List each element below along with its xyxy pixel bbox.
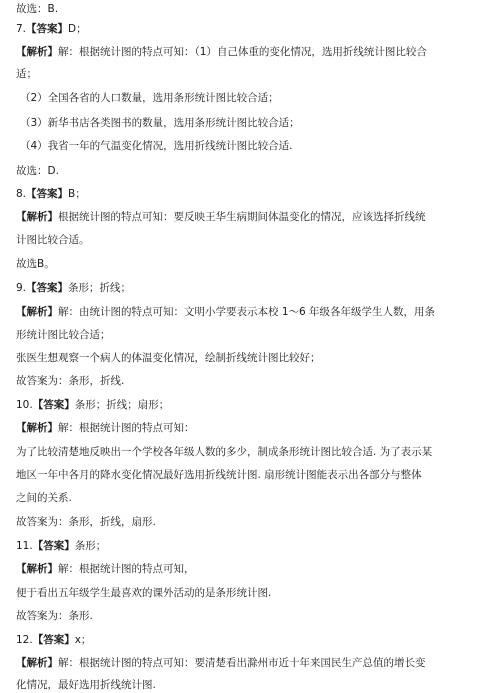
text-line: 计图比较合适。 <box>16 234 90 246</box>
analysis-line: 【解析】解：根据统计图的特点可知： <box>16 422 195 434</box>
text-line: 张医生想观察一个病人的体温变化情况，绘制折线统计图比较好； <box>16 352 321 364</box>
text-line: 便于看出五年级学生最喜欢的课外活动的是条形统计图. <box>16 587 272 599</box>
analysis-line: 【解析】解：根据统计图的特点可知：（1）自己体重的变化情况，选用折线统计图比较合 <box>16 46 427 58</box>
answer-line: 11.【答案】条形； <box>16 540 107 552</box>
text-line: 地区一年中各月的降水变化情况最好选用折线统计图. 扇形统计图能表示出各部分与整体 <box>16 469 422 481</box>
text-line: 适； <box>16 68 37 80</box>
answer-line: 9.【答案】条形；折线； <box>16 282 132 294</box>
text-line: 故选：B. <box>16 3 59 15</box>
analysis-line: 【解析】根据统计图的特点可知：要反映王华生病期间体温变化的情况，应该选择折线统 <box>16 211 426 223</box>
text-line: 故答案为：条形，折线. <box>16 375 125 387</box>
answer-line: 8.【答案】B； <box>16 188 86 200</box>
text-line: 形统计图比较合适； <box>16 329 111 341</box>
analysis-line: 【解析】解：根据统计图的特点可知， <box>16 563 195 575</box>
text-line: 故答案为：条形，折线，扇形. <box>16 516 156 528</box>
answer-line: 12.【答案】x； <box>16 634 92 646</box>
text-line: （3）新华书店各类图书的数量，选用条形统计图比较合适； <box>20 117 300 129</box>
analysis-line: 【解析】解：由统计图的特点可知：文明小学要表示本校 1～6 年级各年级学生人数，用条 <box>16 306 436 318</box>
text-line: 故答案为：条形. <box>16 610 93 622</box>
text-line: （4）我省一年的气温变化情况，选用折线统计图比较合适. <box>20 140 293 152</box>
answer-line: 10.【答案】条形；折线；扇形； <box>16 399 170 411</box>
analysis-line: 【解析】解：根据统计图的特点可知：要清楚看出滁州市近十年来国民生产总值的增长变 <box>16 657 426 669</box>
text-line: 之间的关系. <box>16 492 72 504</box>
answer-line: 7.【答案】D； <box>16 23 87 35</box>
text-line: 故选B。 <box>16 258 55 270</box>
text-line: 为了比较清楚地反映出一个学校各年级人数的多少，制成条形统计图比较合适. 为了表示某 <box>16 446 433 458</box>
text-line: （2）全国各省的人口数量，选用条形统计图比较合适； <box>20 92 279 104</box>
text-line: 故选：D. <box>16 165 59 177</box>
text-line: 化情况，最好选用折线统计图. <box>16 679 156 691</box>
